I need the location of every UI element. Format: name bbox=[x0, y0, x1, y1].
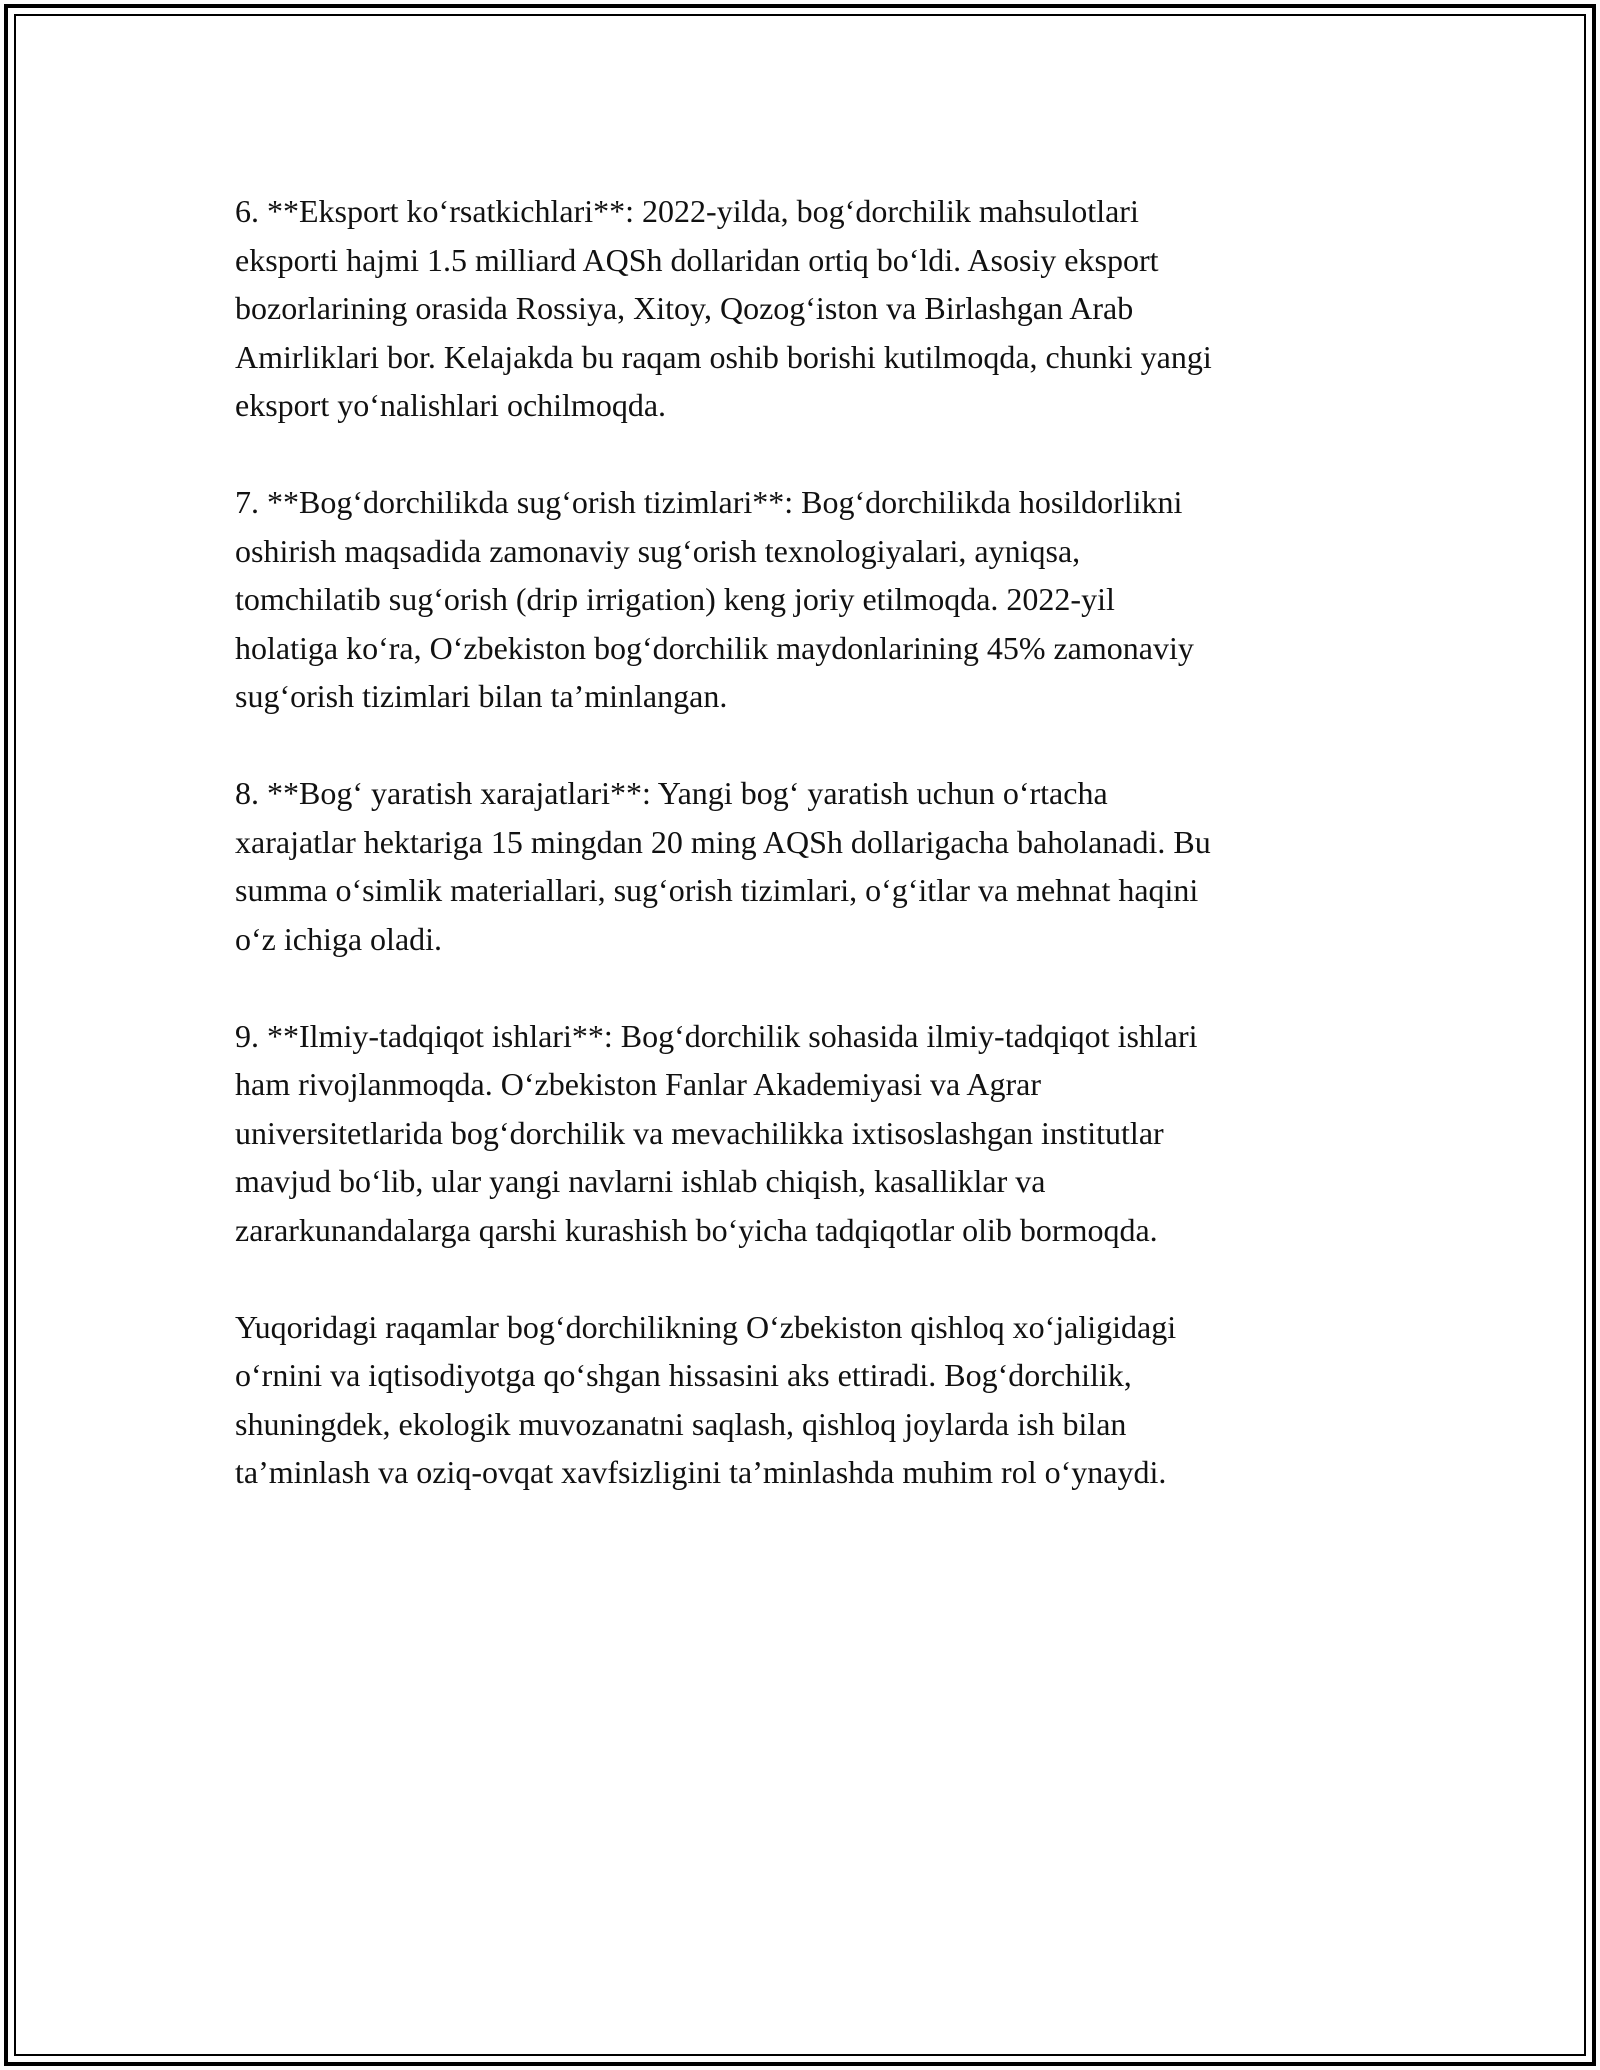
text-line: Yuqoridagi raqamlar bog‘dorchilikning O‘zbekiston qishloq xo‘jaligidagi bbox=[235, 1308, 1177, 1345]
paragraph-conclusion bbox=[235, 1303, 1365, 1497]
text-line: 9. **Ilmiy-tadqiqot ishlari**: Bog‘dorchilik sohasida ilmiy-tadqiqot ishlari bbox=[235, 1017, 1198, 1054]
text-line: sug‘orish tizimlari bilan ta’minlangan. bbox=[235, 678, 728, 714]
text-line: eksporti hajmi 1.5 milliard AQSh dollaridan ortiq bo‘ldi. Asosiy eksport bbox=[235, 241, 1159, 278]
text-line: bozorlarining orasida Rossiya, Xitoy, Qozog‘iston va Birlashgan Arab bbox=[235, 290, 1134, 326]
text-line: holatiga ko‘ra, O‘zbekiston bog‘dorchilik maydonlarining 45% zamonaviy bbox=[235, 629, 1194, 666]
text-line: 7. **Bog‘dorchilikda sug‘orish tizimlari**: Bog‘dorchilikda hosildorlikni bbox=[235, 484, 1183, 520]
text-line: ta’minlash va oziq-ovqat xavfsizligini ta’minlashda muhim rol o‘ynaydi. bbox=[235, 1454, 1167, 1490]
text-line: eksport yo‘nalishlari ochilmoqda. bbox=[235, 387, 667, 423]
text-line: mavjud bo‘lib, ular yangi navlarni ishlab chiqish, kasalliklar va bbox=[235, 1163, 1046, 1199]
paragraph-export-indicators bbox=[235, 187, 1365, 430]
text-line: tomchilatib sug‘orish (drip irrigation) keng joriy etilmoqda. 2022-yil bbox=[235, 581, 1115, 617]
paragraph-irrigation-systems bbox=[235, 478, 1365, 721]
text-line: o‘rnini va iqtisodiyotga qo‘shgan hissasini aks ettiradi. Bog‘dorchilik, bbox=[235, 1357, 1132, 1393]
paragraph-research bbox=[235, 1012, 1365, 1255]
text-line: 6. **Eksport ko‘rsatkichlari**: 2022-yilda, bog‘dorchilik mahsulotlari bbox=[235, 193, 1139, 229]
text-line: universitetlarida bog‘dorchilik va mevachilikka ixtisoslashgan institutlar bbox=[235, 1114, 1164, 1151]
document-body bbox=[235, 187, 1365, 1545]
text-line: o‘z ichiga oladi. bbox=[235, 920, 443, 957]
text-line: oshirish maqsadida zamonaviy sug‘orish texnologiyalari, ayniqsa, bbox=[235, 532, 1081, 569]
text-line: summa o‘simlik materiallari, sug‘orish tizimlari, o‘g‘itlar va mehnat haqini bbox=[235, 872, 1199, 908]
text-line: zararkunandalarga qarshi kurashish bo‘yicha tadqiqotlar olib bormoqda. bbox=[235, 1211, 1158, 1248]
text-line: 8. **Bog‘ yaratish xarajatlari**: Yangi bog‘ yaratish uchun o‘rtacha bbox=[235, 775, 1108, 811]
text-line: Amirliklari bor. Kelajakda bu raqam oshib borishi kutilmoqda, chunki yangi bbox=[235, 338, 1212, 375]
text-line: xarajatlar hektariga 15 mingdan 20 ming AQSh dollarigacha baholanadi. Bu bbox=[235, 823, 1211, 860]
text-line: ham rivojlanmoqda. O‘zbekiston Fanlar Akademiyasi va Agrar bbox=[235, 1066, 1042, 1102]
paragraph-orchard-costs bbox=[235, 769, 1365, 963]
text-line: shuningdek, ekologik muvozanatni saqlash, qishloq joylarda ish bilan bbox=[235, 1405, 1127, 1442]
